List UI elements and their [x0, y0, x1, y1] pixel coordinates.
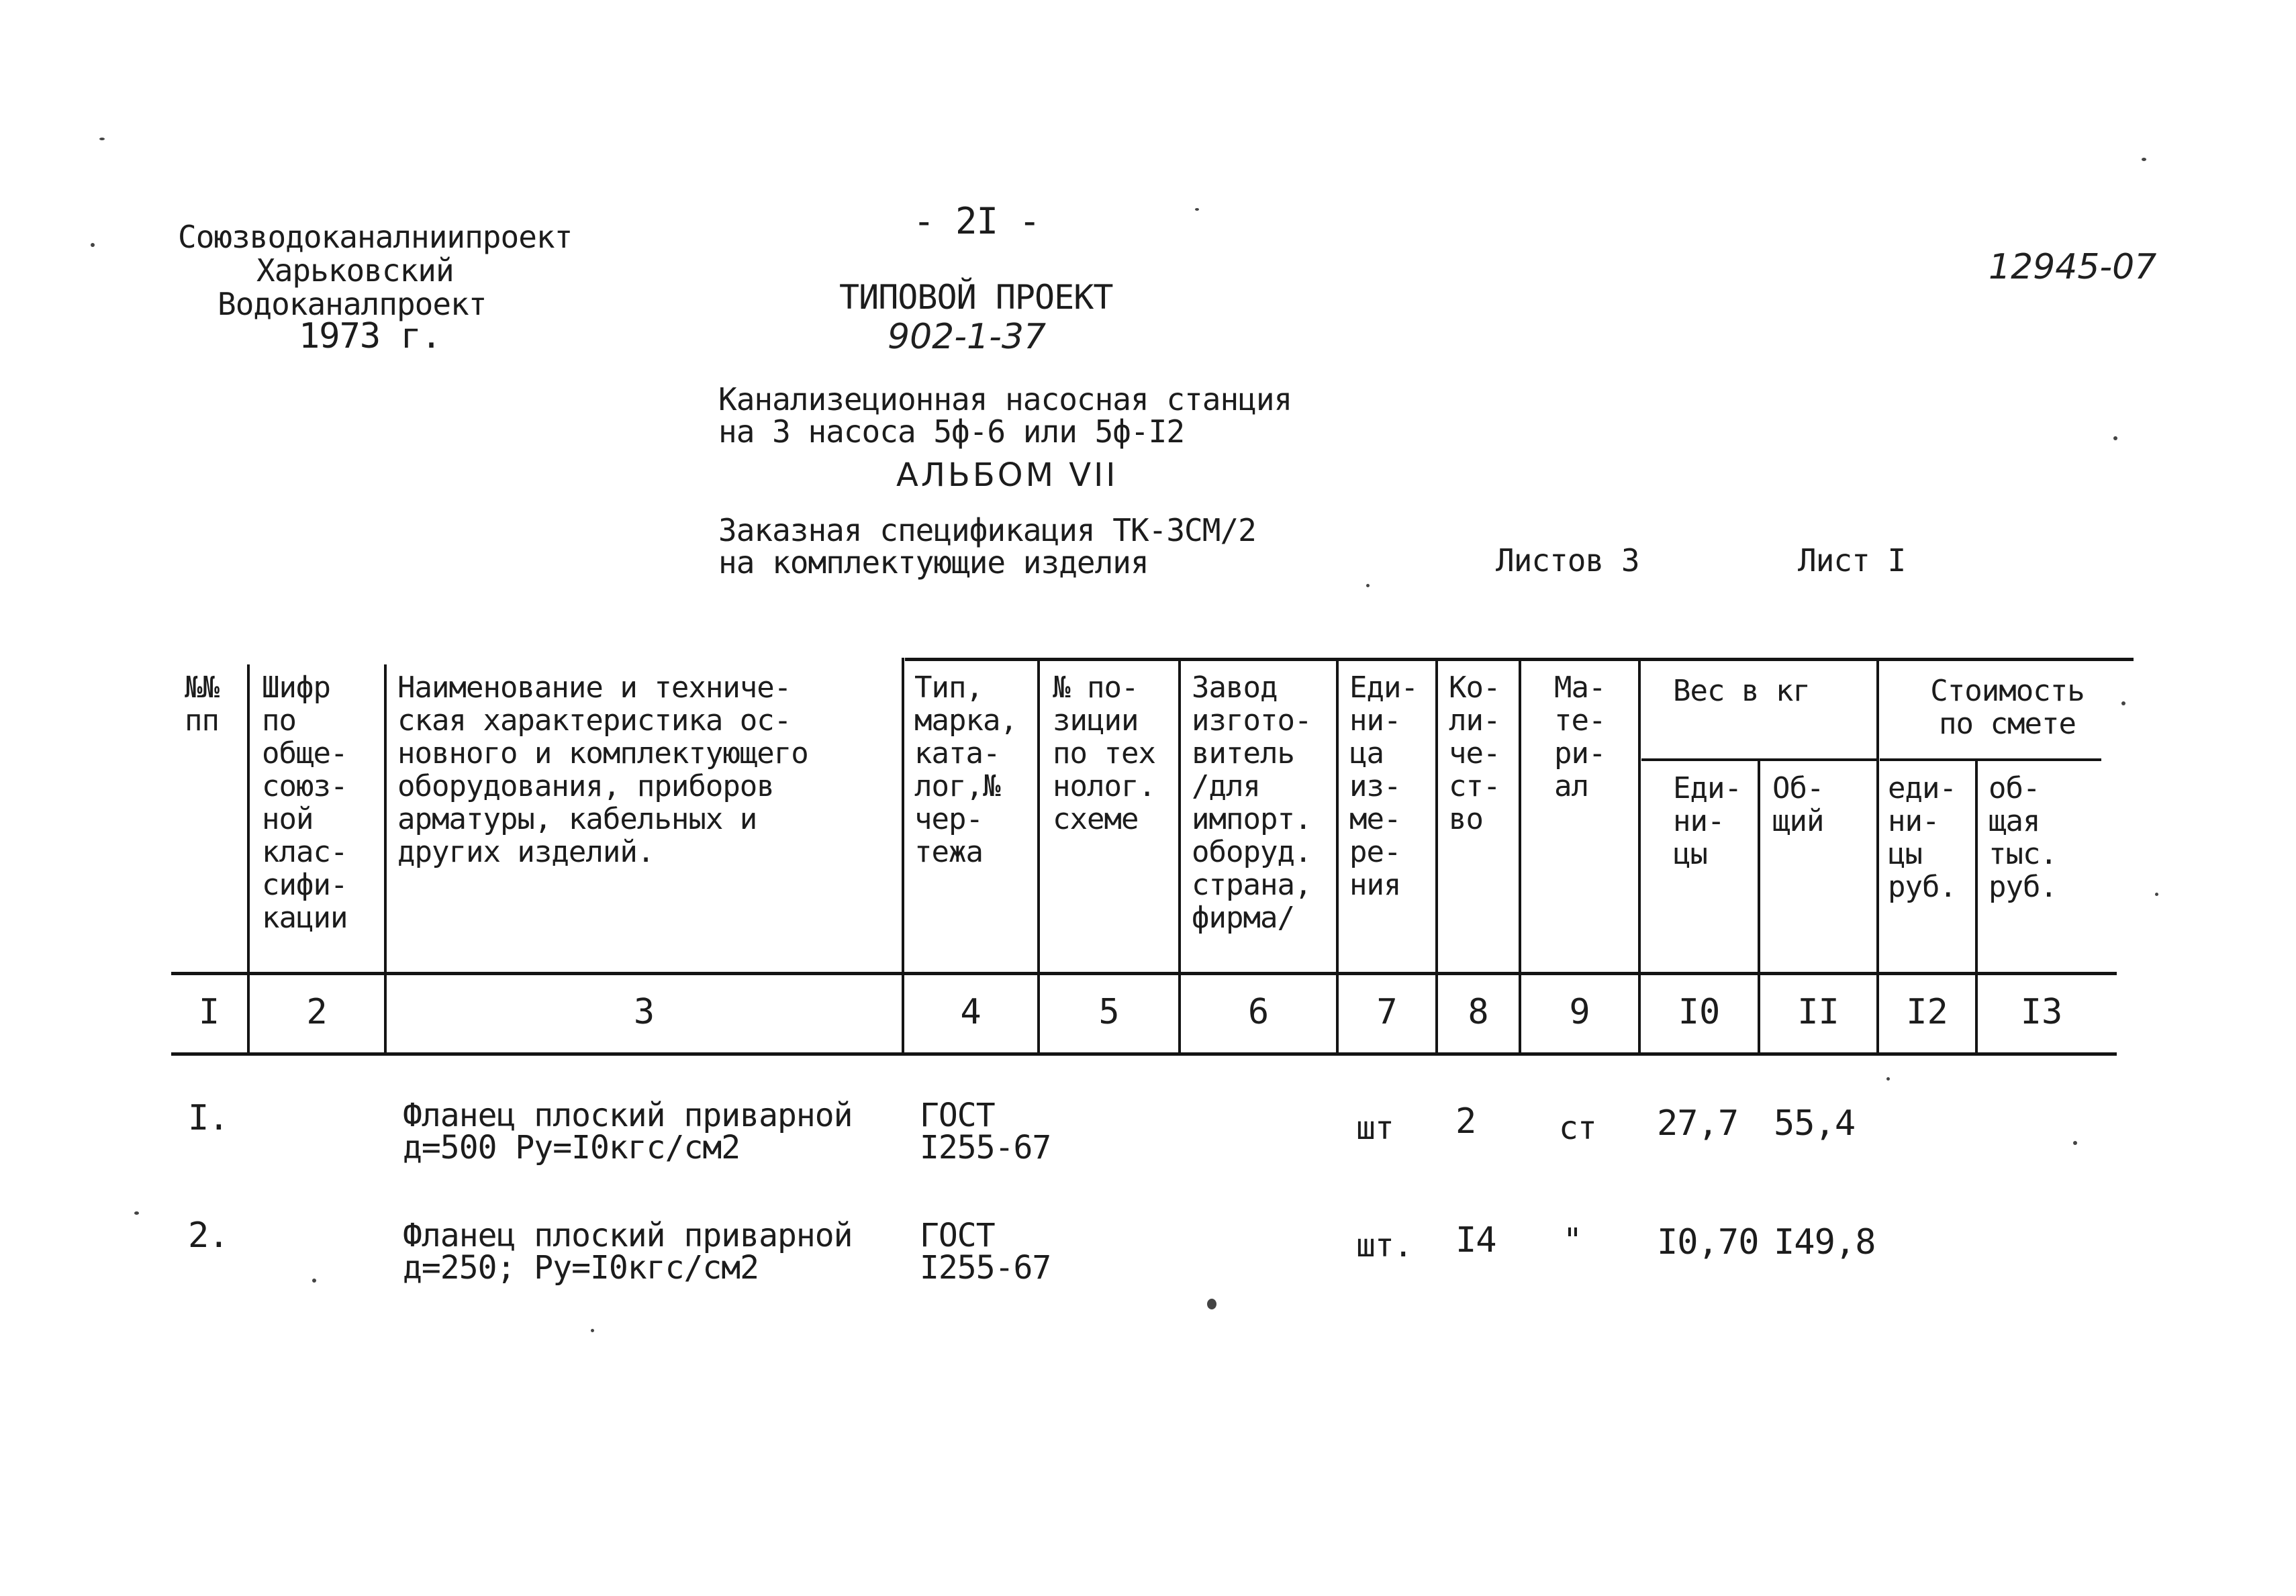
column-number-10: I0 — [1678, 992, 1721, 1032]
header-type: Тип, марка, ката- лог,№ чер- тежа — [914, 670, 1017, 869]
org-year: 1973 г. — [299, 316, 442, 356]
item-weight-unit: 27,7 — [1657, 1103, 1739, 1144]
org-name: Союзводоканалниипроект — [178, 219, 573, 255]
document-code: 12945-07 — [1989, 247, 2157, 287]
item-name-line1: Фланец плоский приварной — [403, 1217, 853, 1254]
column-number-11: II — [1797, 992, 1839, 1032]
item-type-line1: ГОСТ — [920, 1217, 995, 1254]
column-number-13: I3 — [2020, 992, 2063, 1032]
header-name: Наименование и техниче- ская характеристика ос- новного и комплектующего оборудования, приборов арматуры, кабельных и других изделий. — [397, 670, 808, 869]
header-manufacturer: Завод изгото- витель /для импорт. оборуд. страна, фирма/ — [1192, 670, 1312, 935]
scan-speck — [1207, 1299, 1216, 1309]
row-number: 2. — [188, 1215, 229, 1256]
project-number: 902-1-37 — [888, 317, 1047, 357]
row-number: I. — [188, 1098, 229, 1138]
scan-speck — [591, 1329, 594, 1332]
header-classification-code: Шифр по обще- союз- ной клас- сифи- кации — [262, 670, 348, 935]
item-type-line2: I255-67 — [920, 1249, 1051, 1287]
scan-speck — [2073, 1141, 2077, 1145]
numbers-bottom-rule — [171, 1052, 2117, 1056]
column-number-1: I — [198, 992, 220, 1032]
cost-group-rule — [1880, 758, 2101, 761]
item-material: ст — [1559, 1109, 1596, 1147]
sheet-number: Лист I — [1798, 542, 1906, 579]
column-number-12: I2 — [1906, 992, 1948, 1032]
item-weight-unit: I0,70 — [1657, 1222, 1759, 1262]
scan-speck — [2113, 436, 2117, 440]
scan-speck — [312, 1279, 316, 1283]
item-name-line2: д=250; Ру=I0кгс/см2 — [403, 1249, 759, 1287]
header-bottom-rule — [171, 972, 2117, 975]
scan-speck — [134, 1211, 139, 1215]
item-quantity: I4 — [1455, 1220, 1496, 1260]
scan-speck — [2155, 893, 2158, 896]
header-cost-group: Стоимость по смете — [1930, 674, 2085, 741]
column-number-9: 9 — [1569, 992, 1590, 1032]
header-weight-unit: Еди- ни- цы — [1673, 771, 1741, 871]
scan-speck — [2142, 158, 2146, 161]
scan-speck — [1195, 208, 1199, 211]
scan-speck — [1366, 584, 1370, 587]
item-type-line2: I255-67 — [920, 1129, 1051, 1166]
scan-speck — [2121, 701, 2125, 705]
project-title-line1: Канализеционная насосная станция — [718, 381, 1292, 417]
project-label: ТИПОВОЙ ПРОЕКТ — [839, 278, 1113, 317]
item-unit: шт — [1356, 1109, 1394, 1147]
item-unit: шт. — [1356, 1227, 1413, 1264]
header-unit: Еди- ни- ца из- ме- ре- ния — [1349, 670, 1418, 902]
header-quantity: Ко- ли- че- ст- во — [1449, 670, 1500, 836]
item-weight-total: I49,8 — [1774, 1222, 1876, 1262]
sheets-total: Листов 3 — [1496, 542, 1639, 579]
spec-title-line2: на комплектующие изделия — [718, 544, 1149, 581]
item-weight-total: 55,4 — [1774, 1103, 1856, 1144]
column-number-5: 5 — [1098, 992, 1120, 1032]
column-number-7: 7 — [1376, 992, 1398, 1032]
project-title-line2: на 3 насоса 5ф-6 или 5ф-I2 — [718, 413, 1185, 450]
column-number-6: 6 — [1247, 992, 1270, 1032]
header-row-number: №№ пп — [185, 670, 219, 738]
item-name-line2: д=500 Ру=I0кгс/см2 — [403, 1129, 740, 1166]
column-number-3: 3 — [633, 992, 655, 1032]
item-material: " — [1563, 1221, 1582, 1259]
header-position: № по- зиции по тех нолог. схеме — [1053, 670, 1155, 836]
header-weight-group: Вес в кг — [1673, 674, 1810, 708]
header-cost-unit: еди- ни- цы руб. — [1888, 771, 1956, 904]
item-quantity: 2 — [1455, 1101, 1476, 1142]
scan-speck — [1886, 1077, 1890, 1081]
page-number: - 2I - — [913, 200, 1041, 242]
scan-speck — [91, 243, 95, 247]
spec-title-line1: Заказная спецификация ТК-3СМ/2 — [718, 512, 1256, 548]
album-label: АЛЬБОМ VII — [896, 456, 1118, 494]
column-number-2: 2 — [306, 992, 328, 1032]
column-number-8: 8 — [1468, 992, 1489, 1032]
header-material: Ма- те- ри- ал — [1554, 670, 1606, 803]
item-type-line1: ГОСТ — [920, 1097, 995, 1134]
header-cost-total: об- щая тыс. руб. — [1989, 771, 2057, 904]
org-city: Харьковский — [256, 252, 454, 289]
scan-speck — [99, 138, 105, 140]
header-weight-total: Об- щий — [1772, 771, 1824, 838]
column-number-4: 4 — [960, 992, 982, 1032]
item-name-line1: Фланец плоский приварной — [403, 1097, 853, 1134]
org-subname: Водоканалпроект — [218, 286, 487, 322]
